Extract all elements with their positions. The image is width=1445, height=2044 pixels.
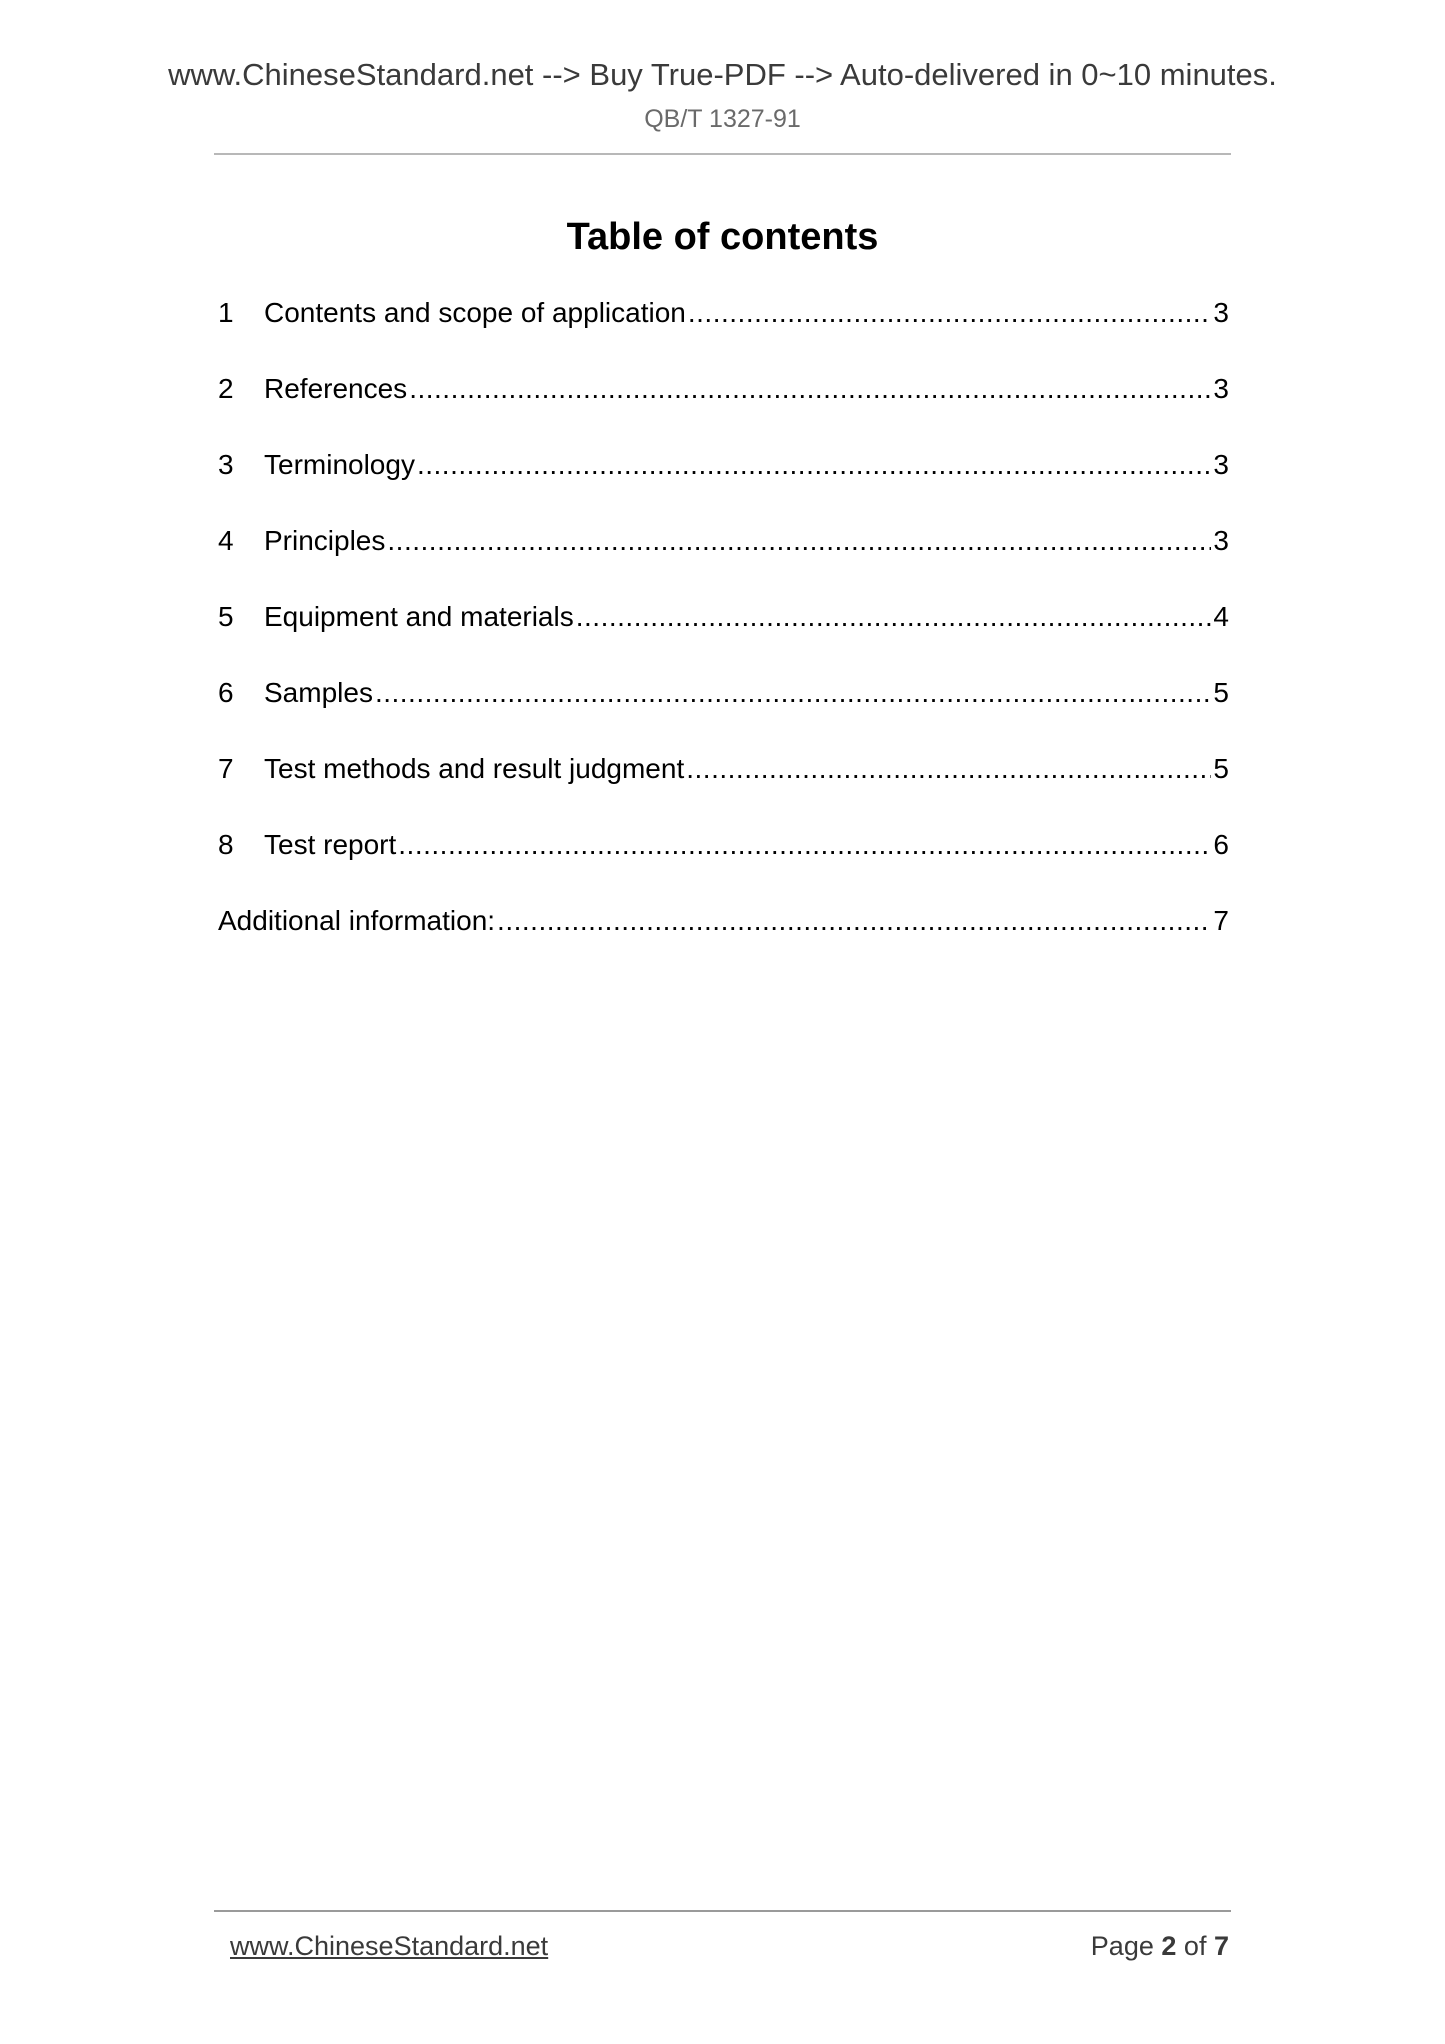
page-prefix: Page <box>1090 1931 1154 1961</box>
toc-dot-leader <box>409 370 1211 408</box>
toc-entry-page: 3 <box>1213 297 1229 328</box>
toc-title: Table of contents <box>566 216 879 258</box>
toc-entry[interactable] <box>218 598 1229 674</box>
toc-entry-number: 5 <box>218 601 234 632</box>
toc-entry-label: References <box>264 373 408 404</box>
toc-dot-leader <box>387 522 1211 560</box>
toc-entry-additional[interactable] <box>218 902 1229 978</box>
toc-entry[interactable] <box>218 446 1229 522</box>
toc-entry-number: 8 <box>218 829 234 860</box>
toc-dot-leader <box>688 294 1212 332</box>
footer-site-link[interactable]: www.ChineseStandard.net <box>230 1931 549 1961</box>
toc-entry-number: 3 <box>218 449 234 480</box>
toc-dot-leader <box>417 446 1211 484</box>
toc-entry-page: 3 <box>1213 373 1229 404</box>
page-of: of <box>1183 1931 1207 1961</box>
site-banner: www.ChineseStandard.net --> Buy True-PDF --> Auto-delivered in 0~10 minutes. <box>168 57 1277 92</box>
toc-entry-page: 3 <box>1213 449 1229 480</box>
toc-entry-label: Equipment and materials <box>264 601 574 632</box>
footer-divider <box>214 1910 1231 1912</box>
toc-entry[interactable] <box>218 522 1229 598</box>
toc-entry-number: 2 <box>218 373 234 404</box>
toc-list <box>218 294 1229 978</box>
toc-entry-number: 7 <box>218 753 234 784</box>
page-total: 7 <box>1213 1931 1229 1961</box>
toc-dot-leader <box>497 902 1211 940</box>
toc-entry[interactable] <box>218 294 1229 370</box>
toc-entry-page: 6 <box>1213 829 1229 860</box>
toc-entry-label: Terminology <box>264 449 415 480</box>
toc-entry-page: 7 <box>1213 905 1229 936</box>
toc-entry-label: Principles <box>264 525 386 556</box>
toc-entry[interactable] <box>218 370 1229 446</box>
toc-entry-label: Samples <box>264 677 373 708</box>
toc-entry[interactable] <box>218 826 1229 902</box>
toc-dot-leader <box>686 750 1211 788</box>
toc-entry-label: Additional information: <box>218 905 496 936</box>
toc-entry-label: Test report <box>264 829 397 860</box>
toc-entry[interactable] <box>218 750 1229 826</box>
standard-code: QB/T 1327-91 <box>644 105 801 133</box>
toc-entry[interactable] <box>218 674 1229 750</box>
toc-entry-page: 5 <box>1213 677 1229 708</box>
toc-dot-leader <box>576 598 1212 636</box>
page-current: 2 <box>1161 1931 1177 1961</box>
toc-entry-page: 3 <box>1213 525 1229 556</box>
toc-entry-number: 1 <box>218 297 234 328</box>
toc-entry-number: 4 <box>218 525 234 556</box>
page-indicator <box>1091 1929 1229 1963</box>
toc-entry-label: Contents and scope of application <box>264 297 686 328</box>
toc-dot-leader <box>375 674 1211 712</box>
toc-entry-page: 5 <box>1213 753 1229 784</box>
toc-entry-number: 6 <box>218 677 234 708</box>
toc-dot-leader <box>398 826 1211 864</box>
toc-entry-page: 4 <box>1213 601 1229 632</box>
header-divider <box>214 153 1231 155</box>
toc-entry-label: Test methods and result judgment <box>264 753 685 784</box>
